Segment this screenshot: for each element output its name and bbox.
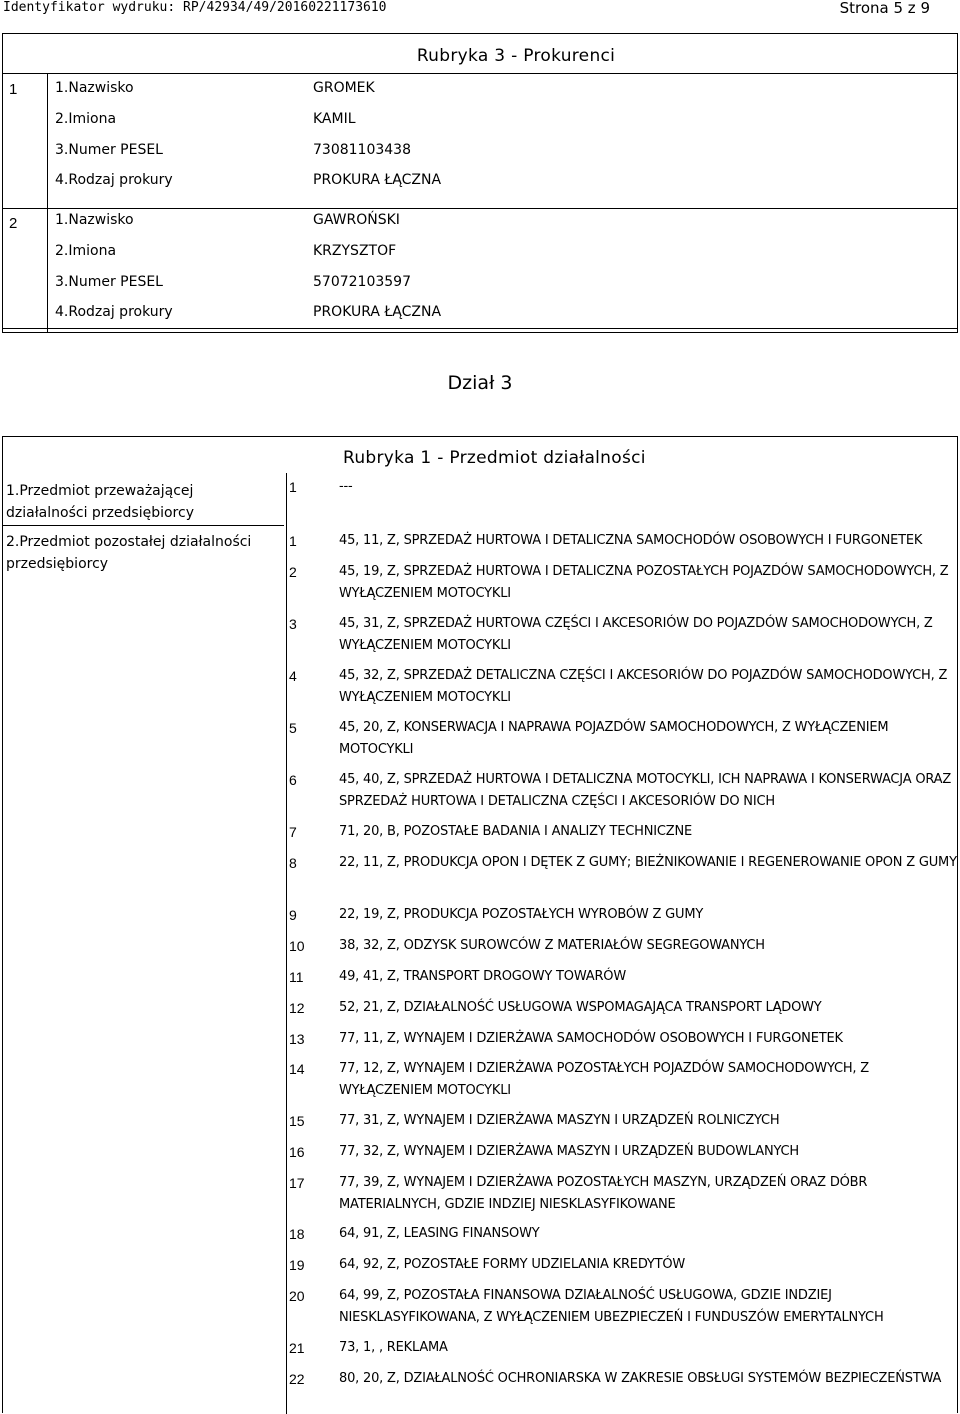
- section-heading: Dział 3: [447, 372, 513, 394]
- activity-number: 10: [289, 938, 305, 954]
- divider: [3, 208, 957, 209]
- activity-number: 4: [289, 668, 297, 684]
- field-label: 4.Rodzaj prokury: [55, 304, 173, 320]
- field-value: 73081103438: [313, 142, 411, 158]
- print-identifier: Identyfikator wydruku: RP/42934/49/20160221173610: [3, 0, 387, 15]
- activity-description: 22, 19, Z, PRODUKCJA POZOSTAŁYCH WYROBÓW Z GUMY: [339, 907, 704, 922]
- field-label: 2.Imiona: [55, 243, 117, 259]
- activity-description: 77, 31, Z, WYNAJEM I DZIERŻAWA MASZYN I URZĄDZEŃ ROLNICZYCH: [339, 1113, 780, 1128]
- field-value: KRZYSZTOF: [313, 243, 397, 259]
- activity-description: 80, 20, Z, DZIAŁALNOŚĆ OCHRONIARSKA W ZAKRESIE OBSŁUGI SYSTEMÓW BEZPIECZEŃSTWA: [339, 1371, 942, 1386]
- prokurenci-section: [2, 33, 958, 333]
- divider: [3, 525, 284, 526]
- activity-number: 1: [289, 479, 297, 495]
- prokurenci-title: Rubryka 3 - Prokurenci: [416, 46, 616, 66]
- field-value: 57072103597: [313, 274, 411, 290]
- field-value: KAMIL: [313, 111, 356, 127]
- activity-description: 73, 1, , REKLAMA: [339, 1340, 448, 1355]
- activity-number: 6: [289, 772, 297, 788]
- activity-description: 45, 31, Z, SPRZEDAŻ HURTOWA CZĘŚCI I AKCESORIÓW DO POJAZDÓW SAMOCHODOWYCH, Z WYŁĄCZENIEM MOTOCYKLI: [339, 616, 933, 653]
- activity-number: 7: [289, 824, 297, 840]
- activity-number: 3: [289, 616, 297, 632]
- activity-number: 5: [289, 720, 297, 736]
- activity-description: 49, 41, Z, TRANSPORT DROGOWY TOWARÓW: [339, 969, 626, 984]
- field-label: 2.Imiona: [55, 111, 117, 127]
- activity-description: 77, 39, Z, WYNAJEM I DZIERŻAWA POZOSTAŁYCH MASZYN, URZĄDZEŃ ORAZ DÓBR MATERIALNYCH, GDZIE INDZIEJ NIESKLASYFIKOWANE: [339, 1175, 868, 1212]
- activity-description: 64, 91, Z, LEASING FINANSOWY: [339, 1226, 540, 1241]
- activity-description: ---: [339, 479, 353, 494]
- field-label: 1.Nazwisko: [55, 80, 134, 96]
- field-value: GAWROŃSKI: [313, 212, 400, 228]
- activity-number: 16: [289, 1144, 305, 1160]
- activity-description: 45, 20, Z, KONSERWACJA I NAPRAWA POJAZDÓW SAMOCHODOWYCH, Z WYŁĄCZENIEM MOTOCYKLI: [339, 720, 889, 757]
- field-label: 3.Numer PESEL: [55, 142, 163, 158]
- field-value: PROKURA ŁĄCZNA: [313, 304, 442, 320]
- activity-description: 71, 20, B, POZOSTAŁE BADANIA I ANALIZY TECHNICZNE: [339, 824, 693, 839]
- divider: [47, 73, 48, 333]
- field-label: 4.Rodzaj prokury: [55, 172, 173, 188]
- activity-number: 9: [289, 907, 297, 923]
- activity-number: 2: [289, 564, 297, 580]
- other-activity-label: 2.Przedmiot pozostałej działalności przedsiębiorcy: [6, 534, 252, 572]
- activity-description: 38, 32, Z, ODZYSK SUROWCÓW Z MATERIAŁÓW SEGREGOWANYCH: [339, 938, 765, 953]
- activity-number: 17: [289, 1175, 305, 1191]
- activity-number: 8: [289, 855, 297, 871]
- activity-description: 22, 11, Z, PRODUKCJA OPON I DĘTEK Z GUMY; BIEŻNIKOWANIE I REGENEROWANIE OPON Z GUMY: [339, 855, 957, 870]
- activity-description: 45, 40, Z, SPRZEDAŻ HURTOWA I DETALICZNA MOTOCYKLI, ICH NAPRAWA I KONSERWACJA ORAZ SPRZEDAŻ HURTOWA I DETALICZNA CZĘŚCI I AKCESORIÓW DO NICH: [339, 772, 952, 809]
- activity-description: 45, 32, Z, SPRZEDAŻ DETALICZNA CZĘŚCI I AKCESORIÓW DO POJAZDÓW SAMOCHODOWYCH, Z WYŁĄCZENIEM MOTOCYKLI: [339, 668, 948, 705]
- activity-description: 77, 11, Z, WYNAJEM I DZIERŻAWA SAMOCHODÓW OSOBOWYCH I FURGONETEK: [339, 1031, 843, 1046]
- primary-activity-label: 1.Przedmiot przeważającej działalności przedsiębiorcy: [6, 483, 194, 521]
- activity-number: 15: [289, 1113, 305, 1129]
- activity-number: 11: [289, 969, 304, 985]
- activity-description: 64, 99, Z, POZOSTAŁA FINANSOWA DZIAŁALNOŚĆ USŁUGOWA, GDZIE INDZIEJ NIESKLASYFIKOWANA, Z WYŁĄCZENIEM UBEZPIECZEŃ I FUNDUSZÓW EMERYTALNYCH: [339, 1288, 884, 1325]
- activity-number: 18: [289, 1226, 305, 1242]
- entry-index: 2: [9, 215, 18, 232]
- divider: [3, 73, 957, 74]
- field-value: PROKURA ŁĄCZNA: [313, 172, 442, 188]
- activity-description: 64, 92, Z, POZOSTAŁE FORMY UDZIELANIA KREDYTÓW: [339, 1257, 686, 1272]
- activity-description: 52, 21, Z, DZIAŁALNOŚĆ USŁUGOWA WSPOMAGAJĄCA TRANSPORT LĄDOWY: [339, 1000, 822, 1015]
- activity-number: 22: [289, 1371, 305, 1387]
- field-label: 1.Nazwisko: [55, 212, 134, 228]
- activity-number: 21: [289, 1340, 305, 1356]
- activity-number: 13: [289, 1031, 305, 1047]
- przedmiot-title: Rubryka 1 - Przedmiot działalności: [343, 448, 646, 468]
- field-label: 3.Numer PESEL: [55, 274, 163, 290]
- activity-description: 45, 11, Z, SPRZEDAŻ HURTOWA I DETALICZNA SAMOCHODÓW OSOBOWYCH I FURGONETEK: [339, 533, 923, 548]
- activity-number: 12: [289, 1000, 305, 1016]
- entry-index: 1: [9, 81, 18, 98]
- page-number: Strona 5 z 9: [839, 0, 930, 17]
- activity-number: 19: [289, 1257, 305, 1273]
- activity-number: 14: [289, 1061, 305, 1077]
- activity-description: 77, 12, Z, WYNAJEM I DZIERŻAWA POZOSTAŁYCH POJAZDÓW SAMOCHODOWYCH, Z WYŁĄCZENIEM MOTOCYKLI: [339, 1061, 869, 1098]
- activity-description: 45, 19, Z, SPRZEDAŻ HURTOWA I DETALICZNA POZOSTAŁYCH POJAZDÓW SAMOCHODOWYCH, Z WYŁĄCZENIEM MOTOCYKLI: [339, 564, 949, 601]
- activity-description: 77, 32, Z, WYNAJEM I DZIERŻAWA MASZYN I URZĄDZEŃ BUDOWLANYCH: [339, 1144, 799, 1159]
- divider: [286, 473, 287, 1414]
- activity-number: 1: [289, 533, 297, 549]
- divider: [3, 328, 957, 329]
- field-value: GROMEK: [313, 80, 375, 96]
- activity-number: 20: [289, 1288, 305, 1304]
